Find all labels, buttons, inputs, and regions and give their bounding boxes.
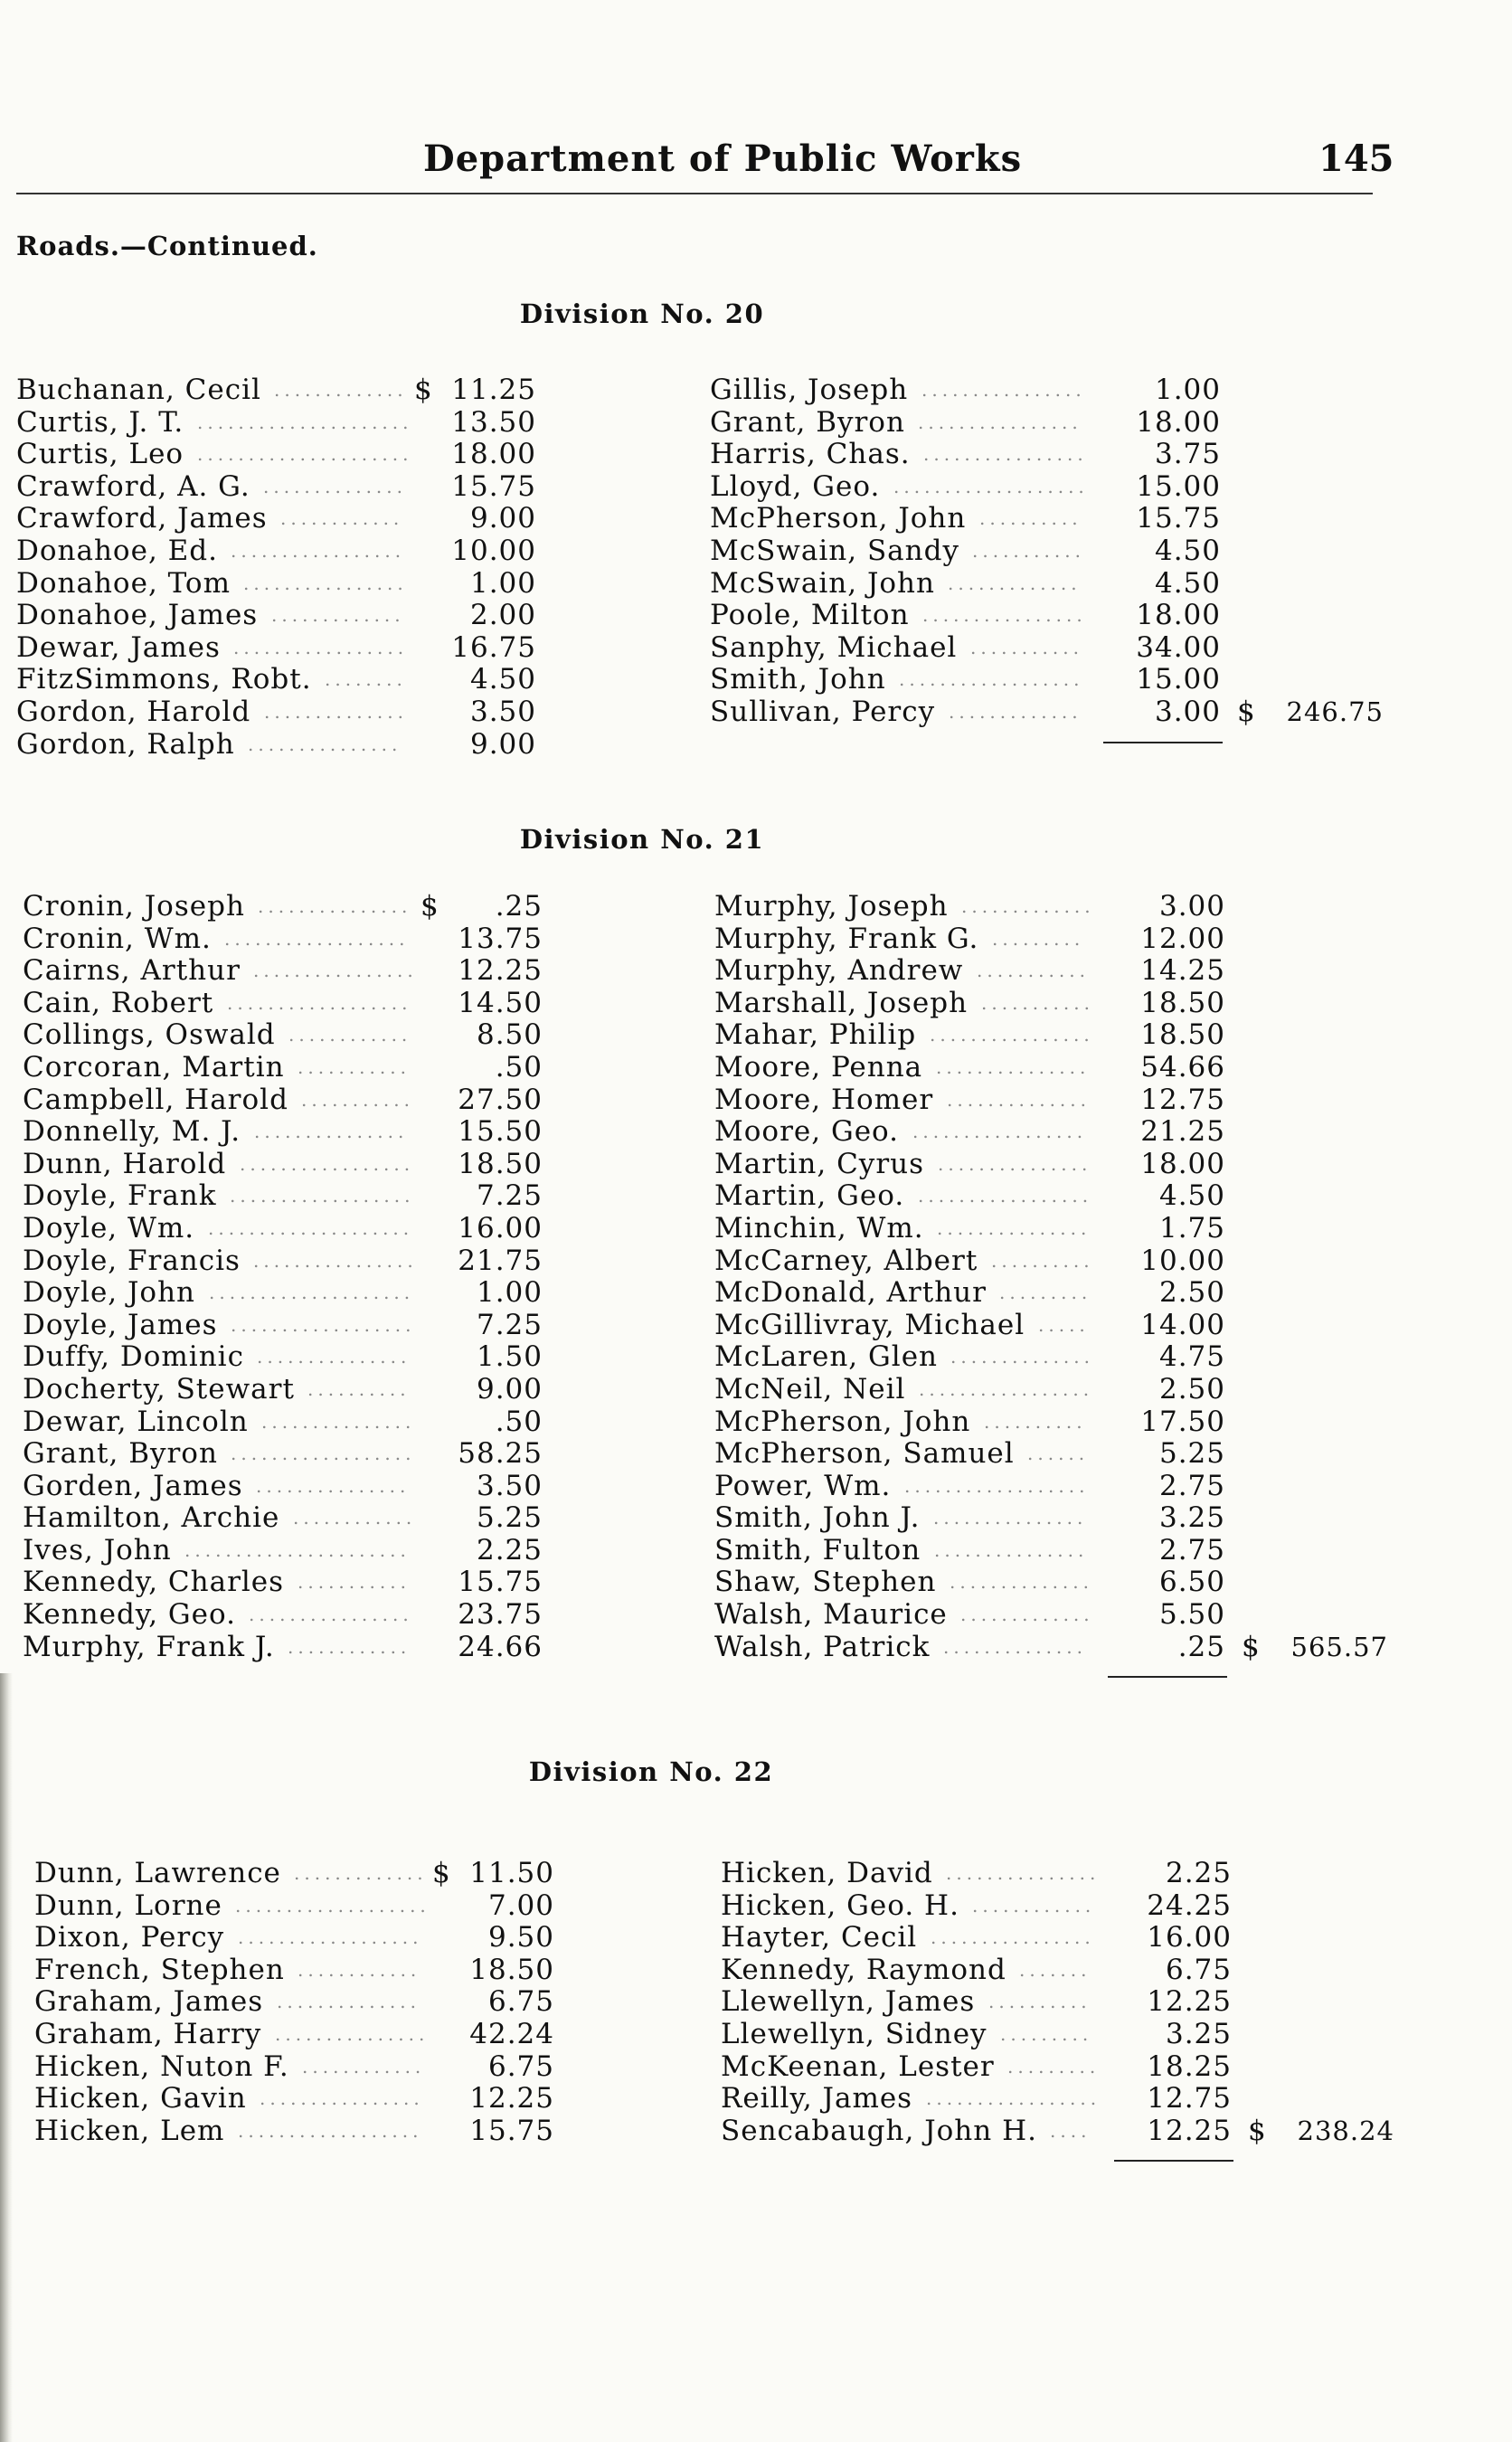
leader-dots: ..........: [979, 507, 1082, 530]
leader-dots: .........: [999, 1282, 1092, 1304]
leader-dots: ............: [288, 1024, 412, 1046]
payee-name: Hicken, Gavin: [34, 2082, 247, 2115]
payee-name: Gordon, Ralph: [16, 727, 235, 761]
payment-amount: 12.75: [1140, 1083, 1225, 1116]
payee-name: Sencabaugh, John H.: [721, 2114, 1037, 2147]
leader-dots: ...................: [893, 475, 1089, 497]
payment-amount: 11.25: [451, 374, 536, 406]
payee-name: Poole, Milton: [710, 599, 910, 632]
payment-amount: 9.50: [487, 1921, 554, 1955]
payee-name: French, Stephen: [34, 1953, 285, 1986]
payee-name: Hicken, Nuton F.: [34, 2049, 289, 2083]
leader-dots: ..................: [238, 1926, 423, 1949]
leader-dots: ...............: [261, 1410, 416, 1433]
payee-name: Harris, Chas.: [710, 438, 911, 471]
page-number: 145: [1318, 137, 1394, 180]
total-dollar-sign: $: [1242, 1630, 1260, 1663]
division-title: Division No. 22: [528, 1756, 774, 1787]
payee-name: Walsh, Maurice: [714, 1598, 948, 1632]
payee-name: Doyle, Wm.: [23, 1211, 195, 1245]
payment-amount: 14.50: [458, 986, 543, 1019]
leader-dots: ..................: [899, 668, 1084, 691]
payment-amount: 12.00: [1140, 922, 1225, 955]
payee-name: McPherson, Samuel: [714, 1437, 1015, 1471]
payment-amount: 7.25: [476, 1179, 543, 1213]
payee-name: Grant, Byron: [710, 405, 905, 439]
leader-dots: ..............: [943, 1635, 1088, 1658]
leader-dots: ...................: [235, 1894, 430, 1917]
payment-amount: 3.50: [469, 695, 536, 728]
leader-dots: .........: [1007, 2055, 1101, 2078]
leader-dots: ..........: [988, 1991, 1091, 2013]
payment-amount: .50: [495, 1405, 543, 1438]
payment-amount: 15.75: [469, 2114, 554, 2147]
payee-name: FitzSimmons, Robt.: [16, 663, 312, 696]
payment-amount: 14.00: [1140, 1308, 1225, 1341]
payee-name: Grant, Byron: [23, 1437, 218, 1471]
leader-dots: ..........: [991, 1249, 1094, 1272]
payee-name: McSwain, John: [710, 566, 935, 600]
payment-amount: 27.50: [458, 1083, 543, 1116]
payment-amount: 16.75: [451, 630, 536, 664]
payment-amount: 15.75: [451, 469, 536, 503]
payment-amount: 3.50: [476, 1469, 543, 1502]
payee-name: Ives, John: [23, 1533, 172, 1566]
leader-dots: ......................: [184, 1538, 411, 1561]
payment-amount: 4.50: [469, 663, 536, 696]
payment-amount: 18.00: [451, 438, 536, 471]
payment-amount: 5.25: [1158, 1437, 1225, 1471]
leader-dots: ...............: [937, 1216, 1091, 1239]
dollar-sign: $: [414, 374, 433, 406]
payment-amount: 4.75: [1158, 1340, 1225, 1374]
leader-dots: ......: [1027, 1443, 1090, 1465]
payee-name: McLaren, Glen: [714, 1340, 938, 1374]
payee-name: Donahoe, Tom: [16, 566, 231, 600]
leader-dots: ................: [253, 960, 418, 982]
leader-dots: .................: [240, 1152, 415, 1175]
leader-dots: ..............: [277, 1991, 421, 2013]
payee-name: Donahoe, James: [16, 599, 259, 632]
payment-amount: 13.75: [458, 922, 543, 955]
payee-name: Moore, Geo.: [714, 1115, 900, 1149]
payment-amount: 21.75: [458, 1244, 543, 1277]
payee-name: Dunn, Lawrence: [34, 1857, 281, 1889]
leader-dots: ............: [972, 1894, 1096, 1917]
payment-amount: 7.00: [487, 1888, 554, 1922]
payment-amount: 15.50: [458, 1115, 543, 1149]
payment-amount: 15.00: [1136, 469, 1221, 503]
leader-dots: .......: [1019, 1958, 1091, 1981]
payment-amount: 18.00: [1136, 405, 1221, 439]
payee-name: Buchanan, Cecil: [16, 374, 261, 406]
payee-name: Martin, Geo.: [714, 1179, 905, 1213]
payee-name: Duffy, Dominic: [23, 1340, 244, 1374]
payment-amount: 34.00: [1136, 630, 1221, 664]
payment-amount: 15.00: [1136, 663, 1221, 696]
section-heading: Roads.—Continued.: [16, 231, 318, 261]
division-title: Division No. 20: [519, 298, 765, 329]
payment-amount: 2.75: [1158, 1533, 1225, 1566]
payment-amount: 2.25: [1165, 1857, 1232, 1889]
payee-name: Campbell, Harold: [23, 1083, 288, 1116]
payee-name: Llewellyn, James: [721, 1985, 976, 2019]
leader-dots: ...........: [981, 991, 1094, 1014]
leader-dots: ................: [243, 572, 408, 594]
payment-amount: 14.25: [1140, 954, 1225, 988]
payment-amount: 18.50: [1140, 1018, 1225, 1052]
leader-dots: ...........: [970, 636, 1083, 658]
payment-amount: 1.50: [476, 1340, 543, 1374]
leader-dots: .............: [271, 604, 405, 627]
payee-name: Moore, Homer: [714, 1083, 934, 1116]
leader-dots: ..............: [263, 475, 408, 497]
payment-amount: 3.00: [1154, 695, 1221, 728]
leader-dots: ............: [302, 2055, 426, 2078]
payee-name: Llewellyn, Sidney: [721, 2017, 988, 2050]
payment-amount: .25: [1177, 1630, 1225, 1663]
payment-amount: 18.50: [469, 1953, 554, 1986]
leader-dots: ...........: [298, 1055, 411, 1078]
payee-name: Donahoe, Ed.: [16, 534, 218, 567]
leader-dots: ............: [288, 1635, 411, 1658]
leader-dots: ...............: [933, 1507, 1088, 1529]
leader-dots: .........: [1000, 2022, 1093, 2045]
payment-amount: 6.75: [1165, 1953, 1232, 1986]
leader-dots: ................: [253, 1249, 418, 1272]
leader-dots: ............: [298, 1958, 421, 1981]
payee-name: Dunn, Harold: [23, 1147, 227, 1180]
leader-dots: ...........: [301, 1088, 414, 1111]
payee-name: Murphy, Andrew: [714, 954, 964, 988]
payment-amount: 5.50: [1158, 1598, 1225, 1632]
leader-dots: ....: [1050, 2119, 1091, 2142]
payment-amount: 3.25: [1158, 1501, 1225, 1535]
total-rule: [1108, 1676, 1227, 1678]
payment-amount: 18.50: [1140, 986, 1225, 1019]
payee-name: Cronin, Wm.: [23, 922, 212, 955]
dollar-sign: $: [432, 1857, 451, 1889]
payment-amount: 16.00: [1147, 1921, 1232, 1955]
leader-dots: ...........: [298, 1571, 411, 1594]
payee-name: Donnelly, M. J.: [23, 1115, 241, 1149]
leader-dots: ..............: [947, 1088, 1091, 1111]
total-dollar-sign: $: [1237, 696, 1255, 728]
payee-name: Smith, John: [710, 663, 886, 696]
page-title: Department of Public Works: [423, 137, 1023, 180]
payee-name: Hicken, Geo. H.: [721, 1888, 959, 1922]
payment-amount: 5.25: [476, 1501, 543, 1535]
payee-name: Hicken, Lem: [34, 2114, 225, 2147]
payment-amount: 2.75: [1158, 1469, 1225, 1502]
payee-name: Crawford, A. G.: [16, 469, 250, 503]
leader-dots: ...............: [275, 2022, 430, 2045]
payment-amount: 6.75: [487, 2049, 554, 2083]
leader-dots: ..............: [950, 1346, 1095, 1368]
payee-name: McCarney, Albert: [714, 1244, 978, 1277]
payee-name: Curtis, J. T.: [16, 405, 184, 439]
payee-name: McPherson, John: [710, 502, 967, 535]
payment-amount: 15.75: [458, 1566, 543, 1599]
payment-amount: 18.25: [1147, 2049, 1232, 2083]
payment-amount: 23.75: [458, 1598, 543, 1632]
payment-amount: 6.50: [1158, 1566, 1225, 1599]
leader-dots: ................: [930, 1024, 1094, 1046]
payment-amount: 12.25: [1147, 2114, 1232, 2147]
payee-name: Graham, James: [34, 1985, 264, 2019]
total-dollar-sign: $: [1248, 2114, 1266, 2147]
payment-amount: 12.75: [1147, 2082, 1232, 2115]
leader-dots: .................: [231, 539, 406, 562]
payee-name: Hayter, Cecil: [721, 1921, 918, 1955]
payment-amount: 18.00: [1140, 1147, 1225, 1180]
leader-dots: .....................: [197, 443, 413, 466]
leader-dots: .............: [960, 1604, 1094, 1626]
payee-name: Dixon, Percy: [34, 1921, 225, 1955]
leader-dots: ................: [260, 2087, 424, 2110]
payment-amount: 7.25: [476, 1308, 543, 1341]
payee-name: Shaw, Stephen: [714, 1566, 937, 1599]
payee-name: Power, Wm.: [714, 1469, 892, 1502]
leader-dots: .....................: [197, 411, 413, 433]
payment-amount: 11.50: [469, 1857, 554, 1889]
payment-amount: 17.50: [1140, 1405, 1225, 1438]
leader-dots: ..........: [984, 1410, 1087, 1433]
payment-amount: 1.00: [469, 566, 536, 600]
leader-dots: ..................: [224, 927, 410, 950]
payment-amount: 8.50: [476, 1018, 543, 1052]
payee-name: Walsh, Patrick: [714, 1630, 931, 1663]
leader-dots: ....................: [208, 1216, 414, 1239]
payee-name: Minchin, Wm.: [714, 1211, 924, 1245]
leader-dots: ..............: [264, 700, 409, 723]
payee-name: Doyle, Frank: [23, 1179, 217, 1213]
payment-amount: 2.50: [1158, 1372, 1225, 1406]
payee-name: Kennedy, Charles: [23, 1566, 285, 1599]
payment-amount: 54.66: [1140, 1050, 1225, 1084]
payment-amount: 58.25: [458, 1437, 543, 1471]
payment-amount: 9.00: [469, 727, 536, 761]
payee-name: Cairns, Arthur: [23, 954, 241, 988]
payee-name: Dunn, Lorne: [34, 1888, 222, 1922]
leader-dots: ...........: [977, 960, 1090, 982]
payment-amount: 9.00: [476, 1372, 543, 1406]
leader-dots: ...............: [936, 1055, 1091, 1078]
payee-name: Corcoran, Martin: [23, 1050, 285, 1084]
total-rule: [1114, 2160, 1233, 2162]
payee-name: Gordon, Harold: [16, 695, 251, 728]
leader-dots: ................: [921, 379, 1086, 401]
leader-dots: ...............: [934, 1538, 1089, 1561]
leader-dots: ...............: [938, 1152, 1092, 1175]
leader-dots: ..................: [227, 991, 412, 1014]
payee-name: Graham, Harry: [34, 2017, 262, 2050]
payment-amount: 10.00: [1140, 1244, 1225, 1277]
leader-dots: ................: [249, 1604, 413, 1626]
payee-name: Doyle, James: [23, 1308, 218, 1341]
payment-amount: .50: [495, 1050, 543, 1084]
leader-dots: .................: [233, 636, 409, 658]
payee-name: Doyle, John: [23, 1276, 196, 1310]
leader-dots: ..........: [307, 1377, 411, 1400]
payment-amount: 1.00: [476, 1276, 543, 1310]
payment-amount: 10.00: [451, 534, 536, 567]
payment-amount: 16.00: [458, 1211, 543, 1245]
leader-dots: .................: [919, 1377, 1094, 1400]
payee-name: Reilly, James: [721, 2082, 913, 2115]
leader-dots: ...............: [258, 895, 412, 917]
payee-name: Lloyd, Geo.: [710, 469, 881, 503]
leader-dots: ...............: [946, 1862, 1101, 1884]
payee-name: Hicken, David: [721, 1857, 933, 1889]
payee-name: Kennedy, Raymond: [721, 1953, 1006, 1986]
payment-amount: 2.25: [476, 1533, 543, 1566]
payment-amount: 12.25: [469, 2082, 554, 2115]
division-title: Division No. 21: [519, 824, 765, 855]
payee-name: Doyle, Francis: [23, 1244, 241, 1277]
leader-dots: .........: [992, 927, 1085, 950]
payment-amount: 1.00: [1154, 374, 1221, 406]
payment-amount: 4.50: [1154, 534, 1221, 567]
leader-dots: ............: [280, 507, 404, 530]
payee-name: McSwain, Sandy: [710, 534, 959, 567]
leader-dots: .................: [912, 1121, 1088, 1143]
leader-dots: .............: [294, 1862, 428, 1884]
payee-name: Marshall, Joseph: [714, 986, 969, 1019]
leader-dots: ................: [922, 604, 1087, 627]
division-total: 246.75: [1286, 696, 1384, 727]
leader-dots: ................: [918, 411, 1082, 433]
leader-dots: .............: [949, 700, 1082, 723]
payee-name: Kennedy, Geo.: [23, 1598, 236, 1632]
payee-name: McPherson, John: [714, 1405, 971, 1438]
payee-name: Dewar, James: [16, 630, 221, 664]
payee-name: Hamilton, Archie: [23, 1501, 280, 1535]
payee-name: Sanphy, Michael: [710, 630, 958, 664]
payment-amount: 2.00: [469, 599, 536, 632]
payee-name: McGillivray, Michael: [714, 1308, 1025, 1341]
leader-dots: .............: [948, 572, 1082, 594]
payment-amount: 3.00: [1158, 890, 1225, 923]
leader-dots: ..............: [950, 1571, 1094, 1594]
binding-shadow: [0, 1673, 13, 2442]
payee-name: Docherty, Stewart: [23, 1372, 295, 1406]
payee-name: Murphy, Joseph: [714, 890, 949, 923]
payment-amount: 18.00: [1136, 599, 1221, 632]
payment-amount: 13.50: [451, 405, 536, 439]
payee-name: Sullivan, Percy: [710, 695, 936, 728]
leader-dots: ...............: [248, 733, 402, 755]
leader-dots: ..................: [231, 1443, 416, 1465]
payment-amount: 24.66: [458, 1630, 543, 1663]
leader-dots: ....................: [209, 1282, 415, 1304]
payment-amount: 6.75: [487, 1985, 554, 2019]
leader-dots: ...........: [972, 539, 1085, 562]
dollar-sign: $: [421, 890, 439, 923]
payee-name: Crawford, James: [16, 502, 268, 535]
payee-name: Smith, Fulton: [714, 1533, 921, 1566]
division-total: 565.57: [1290, 1631, 1388, 1662]
payee-name: Martin, Cyrus: [714, 1147, 925, 1180]
payee-name: Moore, Penna: [714, 1050, 923, 1084]
payee-name: Gorden, James: [23, 1469, 243, 1502]
total-rule: [1103, 742, 1223, 743]
leader-dots: .....: [1038, 1313, 1090, 1336]
leader-dots: ..................: [230, 1185, 415, 1207]
leader-dots: ..................: [238, 2119, 423, 2142]
payment-amount: 12.25: [1147, 1985, 1232, 2019]
payment-amount: 3.25: [1165, 2017, 1232, 2050]
payee-name: Smith, John J.: [714, 1501, 921, 1535]
payment-amount: 2.50: [1158, 1276, 1225, 1310]
payee-name: Curtis, Leo: [16, 438, 184, 471]
leader-dots: ............: [293, 1507, 417, 1529]
payment-amount: 24.25: [1147, 1888, 1232, 1922]
leader-dots: ................: [931, 1926, 1095, 1949]
leader-dots: .............: [961, 895, 1095, 917]
leader-dots: .............: [274, 379, 408, 401]
leader-dots: ................: [923, 443, 1088, 466]
payee-name: Dewar, Lincoln: [23, 1405, 249, 1438]
payee-name: Murphy, Frank G.: [714, 922, 979, 955]
header-rule: [16, 193, 1373, 194]
leader-dots: ..................: [904, 1474, 1090, 1497]
payee-name: Collings, Oswald: [23, 1018, 276, 1052]
payment-amount: 21.25: [1140, 1115, 1225, 1149]
payee-name: Cain, Robert: [23, 986, 214, 1019]
payee-name: Murphy, Frank J.: [23, 1630, 275, 1663]
payee-name: Gillis, Joseph: [710, 374, 909, 406]
payment-amount: 1.75: [1158, 1211, 1225, 1245]
leader-dots: ...............: [256, 1474, 411, 1497]
payee-name: Mahar, Philip: [714, 1018, 917, 1052]
payee-name: Cronin, Joseph: [23, 890, 245, 923]
payment-amount: 12.25: [458, 954, 543, 988]
payment-amount: .25: [495, 890, 543, 923]
leader-dots: .................: [918, 1185, 1093, 1207]
payment-amount: 18.50: [458, 1147, 543, 1180]
payment-amount: 3.75: [1154, 438, 1221, 471]
payment-amount: 9.00: [469, 502, 536, 535]
leader-dots: ...............: [257, 1346, 411, 1368]
payee-name: McDonald, Arthur: [714, 1276, 987, 1310]
leader-dots: .................: [926, 2087, 1101, 2110]
leader-dots: ........: [325, 668, 407, 691]
payment-amount: 4.50: [1154, 566, 1221, 600]
payee-name: McNeil, Neil: [714, 1372, 906, 1406]
payment-amount: 42.24: [469, 2017, 554, 2050]
leader-dots: ...............: [254, 1121, 409, 1143]
division-total: 238.24: [1297, 2115, 1394, 2146]
payment-amount: 4.50: [1158, 1179, 1225, 1213]
leader-dots: ..................: [231, 1313, 416, 1336]
payment-amount: 15.75: [1136, 502, 1221, 535]
payee-name: McKeenan, Lester: [721, 2049, 995, 2083]
